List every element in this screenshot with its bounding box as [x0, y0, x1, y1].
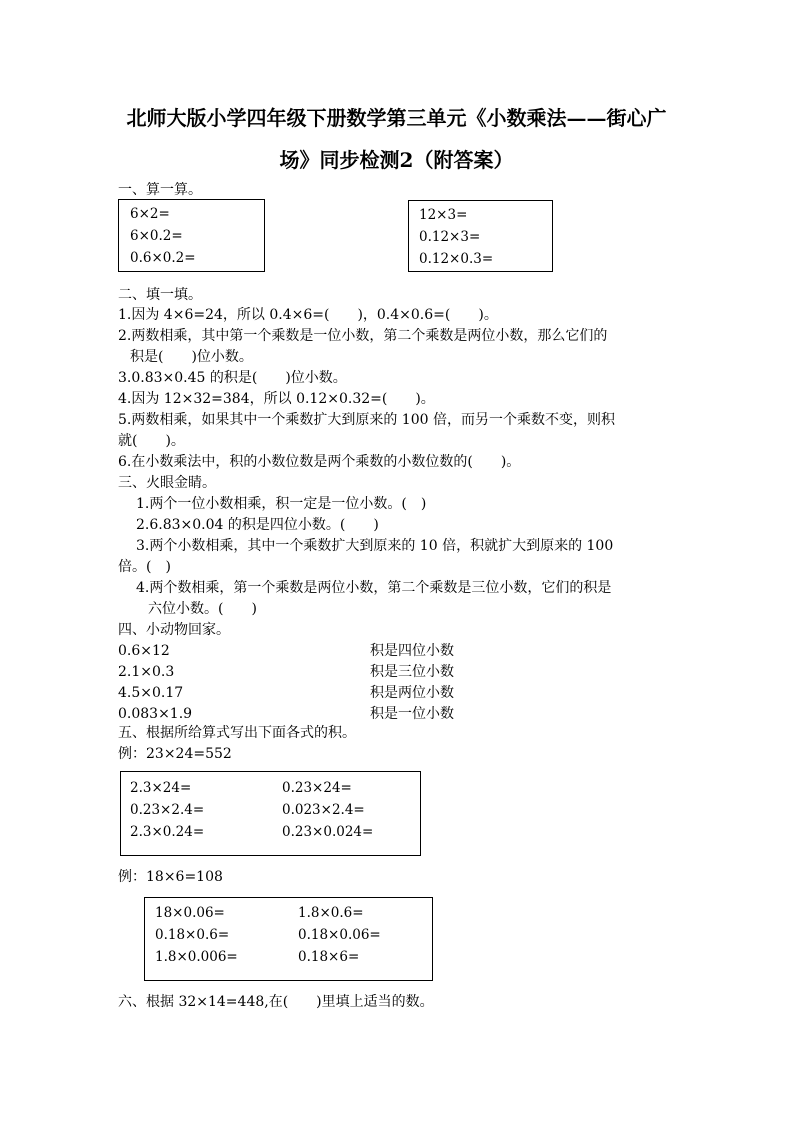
example-2: 例：18×6=108: [118, 869, 223, 885]
fill-item: 3.0.83×0.45 的积是( )位小数。: [118, 370, 347, 386]
expression-left: 2.1×0.3: [118, 664, 175, 680]
answer-right: 积是四位小数: [370, 643, 454, 659]
section-1-box-b: [408, 200, 553, 272]
expression-left: 0.083×1.9: [118, 706, 193, 722]
expression-left: 4.5×0.17: [118, 685, 184, 701]
section-4-heading: 四、小动物回家。: [118, 622, 230, 638]
section-5-box-2: [144, 897, 433, 981]
fill-item: 2.两数相乘，其中第一个乘数是一位小数，第二个乘数是两位小数，那么它们的: [118, 328, 608, 344]
box-2-right-item: 1.8×0.6=: [298, 905, 364, 921]
answer-right: 积是两位小数: [370, 685, 454, 701]
document-title-line-2: 场》同步检测2（附答案）: [279, 148, 514, 172]
section-1-heading: 一、算一算。: [118, 182, 202, 198]
judge-item-continued: 倍。( ): [118, 559, 171, 575]
box-1-left-item: 2.3×0.24=: [130, 824, 205, 840]
box-2-left-item: 18×0.06=: [155, 905, 225, 921]
judge-item: 1.两个一位小数相乘，积一定是一位小数。( ): [136, 496, 427, 512]
box-a-item: 6×0.2=: [130, 228, 183, 244]
judge-item-continued: 六位小数。( ): [148, 601, 257, 617]
answer-right: 积是一位小数: [370, 706, 454, 722]
judge-item: 2.6.83×0.04 的积是四位小数。( ): [136, 517, 379, 533]
box-1-right-item: 0.23×0.024=: [282, 824, 374, 840]
fill-item-continued: 积是( )位小数。: [130, 349, 253, 365]
document-title-line-1: 北师大版小学四年级下册数学第三单元《小数乘法——街心广: [126, 106, 667, 130]
box-2-left-item: 1.8×0.006=: [155, 949, 238, 965]
expression-left: 0.6×12: [118, 643, 170, 659]
example-1: 例：23×24=552: [118, 746, 232, 762]
box-2-left-item: 0.18×0.6=: [155, 927, 230, 943]
judge-item: 3.两个小数相乘，其中一个乘数扩大到原来的 10 倍，积就扩大到原来的 100: [136, 538, 614, 554]
box-1-right-item: 0.023×2.4=: [282, 802, 365, 818]
judge-item: 4.两个数相乘，第一个乘数是两位小数，第二个乘数是三位小数，它们的积是: [136, 580, 612, 596]
box-b-item: 12×3=: [419, 207, 468, 223]
section-2-heading: 二、填一填。: [118, 287, 202, 303]
fill-item: 4.因为 12×32=384，所以 0.12×0.32=( )。: [118, 391, 435, 407]
box-1-right-item: 0.23×24=: [282, 780, 352, 796]
fill-item: 1.因为 4×6=24，所以 0.4×6=( )，0.4×0.6=( )。: [118, 307, 498, 323]
section-3-heading: 三、火眼金睛。: [118, 475, 216, 491]
box-b-item: 0.12×0.3=: [419, 251, 494, 267]
box-1-left-item: 0.23×2.4=: [130, 802, 205, 818]
box-b-item: 0.12×3=: [419, 229, 481, 245]
answer-right: 积是三位小数: [370, 664, 454, 680]
box-2-right-item: 0.18×0.06=: [298, 927, 381, 943]
box-2-right-item: 0.18×6=: [298, 949, 360, 965]
section-5-heading: 五、根据所给算式写出下面各式的积。: [118, 725, 356, 741]
box-a-item: 6×2=: [130, 206, 170, 222]
fill-item-continued: 就( )。: [118, 433, 185, 449]
section-5-box-1: [120, 771, 421, 856]
box-a-item: 0.6×0.2=: [130, 250, 196, 266]
section-1-box-a: [118, 199, 265, 272]
box-1-left-item: 2.3×24=: [130, 780, 192, 796]
fill-item: 6.在小数乘法中，积的小数位数是两个乘数的小数位数的( )。: [118, 454, 521, 470]
fill-item: 5.两数相乘，如果其中一个乘数扩大到原来的 100 倍，而另一个乘数不变，则积: [118, 412, 615, 428]
section-6-heading: 六、根据 32×14=448,在( )里填上适当的数。: [118, 994, 434, 1010]
